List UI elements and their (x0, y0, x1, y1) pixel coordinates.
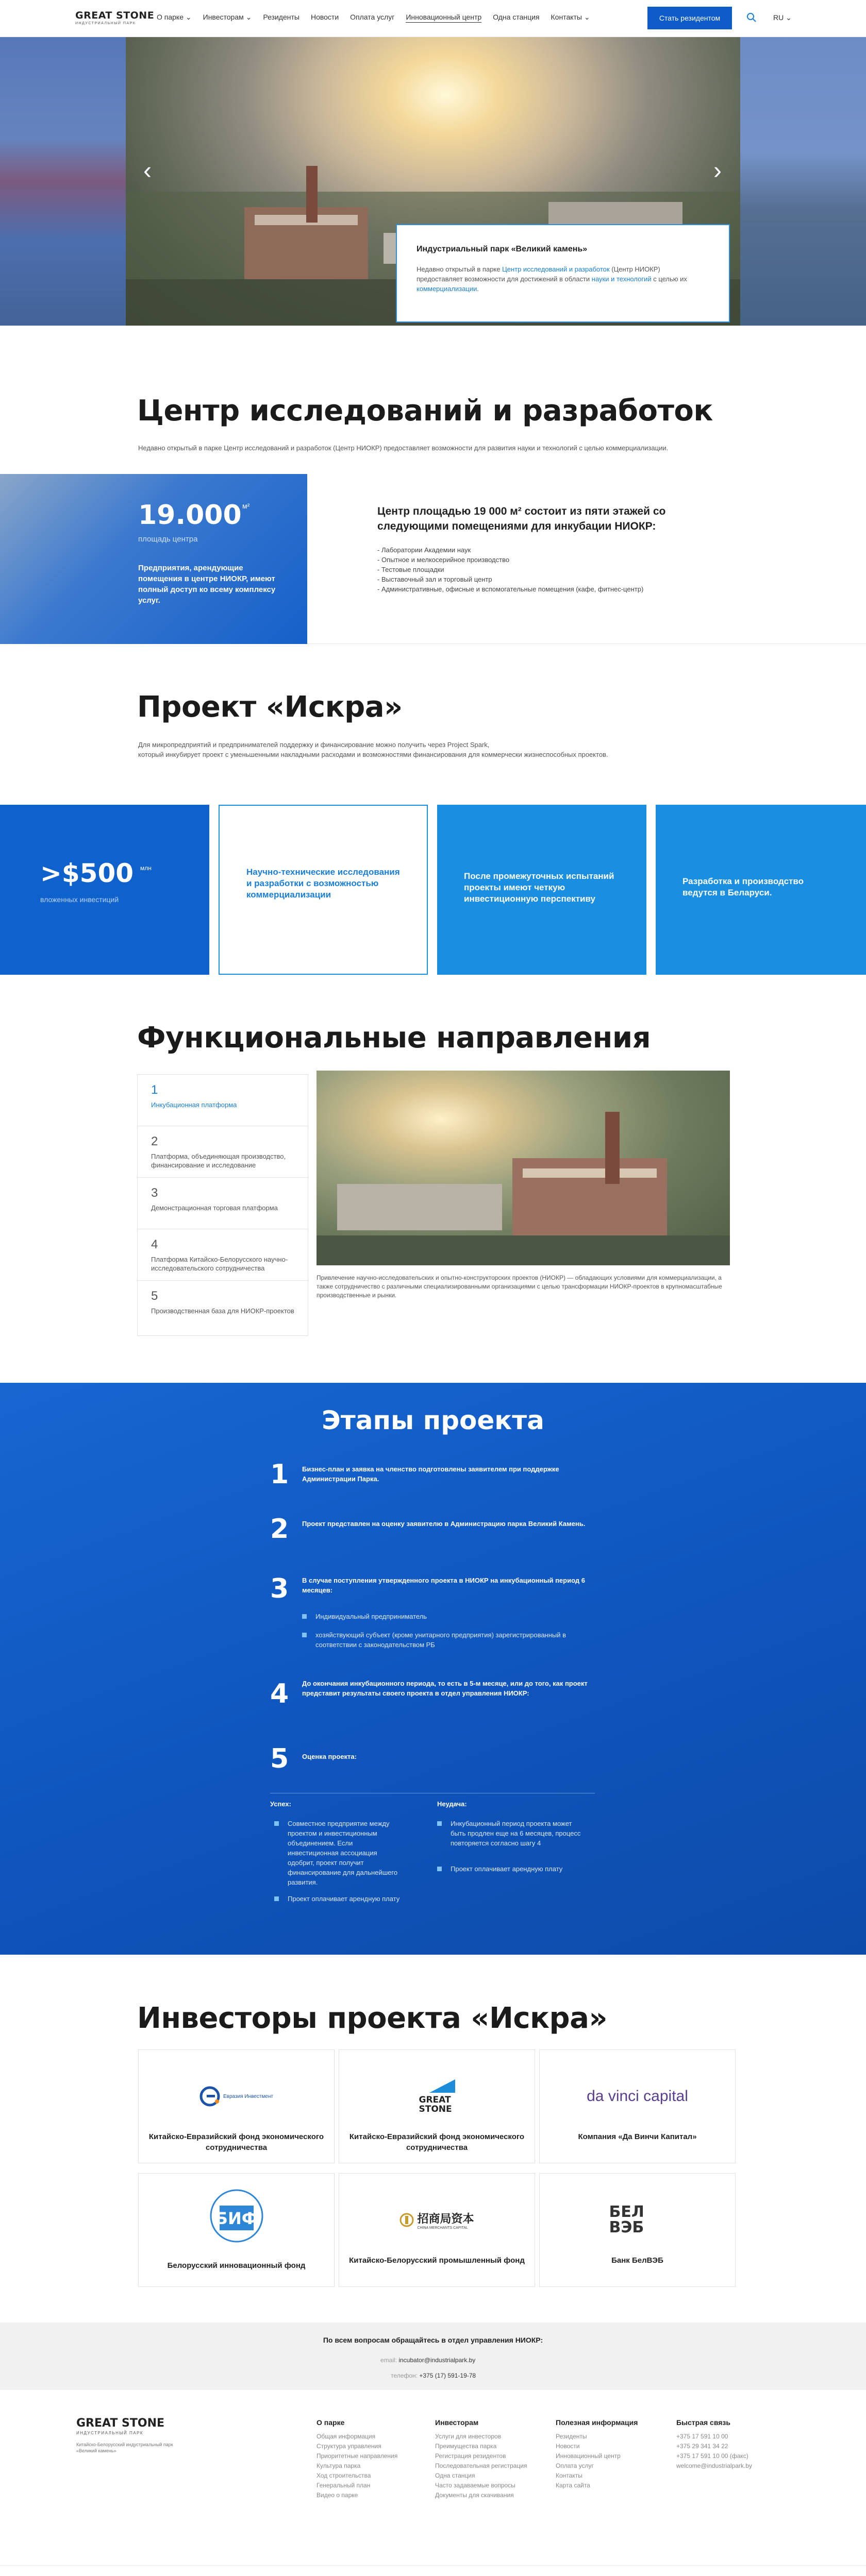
footer-link[interactable]: Одна станция (435, 2472, 475, 2479)
footer-link[interactable]: Карта сайта (556, 2482, 590, 2489)
contact-band (0, 2323, 866, 2390)
investments-value: >$500 (40, 858, 134, 888)
tab-trade-platform[interactable]: 3 Демонстрационная торговая платформа (138, 1178, 308, 1229)
site-footer (0, 2390, 866, 2576)
investor-card (339, 2173, 535, 2287)
bif-logo (139, 2184, 334, 2246)
investor-name: Китайско-Евразийский фонд экономического сотрудничества (349, 2132, 525, 2152)
rooms-item: - Административные, офисные и вспомогательные помещения (кафе, фитнес-центр) (377, 585, 644, 593)
stat-unit: м² (242, 502, 250, 510)
footer-link[interactable]: Оплата услуг (556, 2462, 594, 2469)
tab-production-base[interactable]: 5 Производственная база для НИОКР-проектов (151, 1289, 294, 1315)
chevron-left-icon[interactable]: ‹ (143, 157, 152, 184)
contact-phone-link[interactable]: +375 (17) 591-19-78 (419, 2372, 476, 2379)
footer-link[interactable]: Инновационный центр (556, 2452, 621, 2460)
stat-value: 19.000 (138, 500, 242, 531)
investor-name: Банк БелВЭБ (611, 2256, 663, 2265)
functional-caption: Привлечение научно-исследовательских и опытно-конструкторских проектов (НИОКР) — обладающих условиями для коммерциализации, а также сотрудничество с различными специализированными организациями с целью трансформации НИОКР-проектов в крупномасштабные производственные и рынки. (317, 1274, 722, 1299)
main-nav (157, 13, 602, 23)
rooms-item: - Выставочный зал и торговый центр (377, 575, 492, 583)
stage3-bullet: хозяйствующий субъект (кроме унитарного предприятия) зарегистрированный в соответствии с законодательством РБ (302, 1630, 591, 1650)
contact-email-link[interactable]: incubator@industrialpark.by (398, 2357, 476, 2364)
success-label: Успех: (270, 1800, 291, 1808)
footer-link[interactable]: Общая информация (317, 2433, 376, 2440)
center-stat-box (0, 474, 307, 644)
hero-next-slide-image (740, 37, 866, 326)
footer-link[interactable]: Регистрация резидентов (435, 2452, 506, 2460)
great-stone-logo: GREAT STONE (339, 2076, 535, 2117)
fail-bullet: Проект оплачивает арендную плату (437, 1864, 581, 1874)
iskra-subtitle: Для микропредприятий и предпринимателей поддержку и финансирование можно получить через Project Spark, который инкубирует проект с уменьшенными накладными расходами и возможностями финансирования для коммерчески жизнеспособных проектов. (138, 741, 608, 758)
iskra-card-text: Разработка и производство ведутся в Беларуси. (682, 876, 804, 897)
footer-col-about: О парке Общая информация Структура управления Приоритетные направления Культура парка Ход строительства Генеральный план Видео о парке (317, 2418, 397, 2500)
footer-link[interactable]: Культура парка (317, 2462, 361, 2469)
functional-image (317, 1071, 730, 1265)
contact-phone-row: телефон: +375 (17) 591-19-78 (391, 2372, 476, 2379)
nav-residents[interactable]: Резиденты (263, 13, 299, 21)
belveb-logo: БЕЛ ВЭБ (609, 2203, 644, 2236)
iskra-card-belarus (656, 805, 866, 975)
nav-investors[interactable]: Инвесторам ⌄ (203, 13, 252, 21)
footer-col-investors: Инвесторам Услуги для инвесторов Преимущества парка Регистрация резидентов Последовательная регистрация Одна станция Часто задаваемые вопросы Документы для скачивания (435, 2418, 527, 2500)
footer-link[interactable]: Контакты (556, 2472, 582, 2479)
center-subtitle: Недавно открытый в парке Центр исследований и разработок (Центр НИОКР) предоставляет возможности для развития науки и технологий с целью коммерциализации. (138, 444, 669, 452)
footer-phone[interactable]: +375 17 591 10 00 (676, 2433, 728, 2440)
chevron-right-icon[interactable]: › (713, 157, 722, 184)
hero-prev-slide-image (0, 37, 126, 326)
investor-card (138, 2173, 335, 2287)
search-icon[interactable] (745, 11, 758, 24)
rooms-list (377, 545, 643, 594)
footer-logo[interactable]: GREAT STONE ИНДУСТРИАЛЬНЫЙ ПАРК Китайско-Белорусский индустриальный парк «Великий камень» (76, 2417, 173, 2453)
rooms-item: - Лаборатории Академии наук (377, 546, 471, 554)
stat-description: Предприятия, арендующие помещения в центре НИОКР, имеют полный доступ ко всему комплексу услуг. (138, 564, 276, 605)
iskra-card-research (219, 805, 428, 975)
iskra-card-text: После промежуточных испытаний проекты имеют четкую инвестиционную перспективу (464, 871, 614, 904)
fail-bullet: Инкубационный период проекта может быть продлен еще на 6 месяцев, процесс повторяется согласно шагу 4 (437, 1819, 581, 1848)
footer-link[interactable]: Преимущества парка (435, 2443, 497, 2450)
footer-phone[interactable]: +375 29 341 34 22 (676, 2443, 728, 2450)
footer-link[interactable]: Документы для скачивания (435, 2492, 514, 2499)
functional-tabs (137, 1074, 308, 1336)
center-rooms-panel (307, 474, 866, 644)
site-header (0, 0, 866, 37)
nav-payment[interactable]: Оплата услуг (350, 13, 395, 21)
svg-text:БИФ: БИФ (215, 2209, 258, 2228)
investors-title: Инвесторы проекта «Искра» (137, 2002, 608, 2035)
logo-title: GREAT STONE (75, 10, 155, 21)
iskra-card-tests (437, 805, 646, 975)
footer-link[interactable]: Структура управления (317, 2443, 381, 2450)
footer-bottom-bar (0, 2565, 866, 2576)
iskra-card-text: Научно-технические исследования и разработки с возможностью коммерциализации (246, 867, 400, 900)
footer-link[interactable]: Часто задаваемые вопросы (435, 2482, 515, 2489)
stat-caption: площадь центра (138, 535, 198, 544)
success-bullet: Проект оплачивает арендную плату (274, 1894, 403, 1904)
investor-name: Компания «Да Винчи Капитал» (578, 2132, 697, 2141)
functional-title: Функциональные направления (137, 1021, 651, 1055)
stages-section: Этапы проекта 1 Бизнес-план и заявка на членство подготовлены заявителем при поддержке Администрации Парка. 2 Проект представлен на оценку заявителю в Администрацию парка Великий Камень. 3 В случае поступления утвержденного проекта в НИОКР на инкубационный период 6 месяцев: Индивидуальный предприниматель хозяйствующий субъект (кроме унитарного предприятия) зарегистрированный в соответствии с законодательством РБ 4 До окончания инкубационного периода, то есть в 5-м месяце, или до того, как проект представит результаты своего проекта в отдел управления НИОКР: 5 Оценка проекта: Успех: Совместное предприятие между проектом и инвестиционным объединением. Если инвестиционная ассоциация одобрит, проект получит финансирование для дальнейшего развития. Проект оплачивает арендную плату Неудача: Инкубационный период проекта может быть продлен еще на 6 месяцев, процесс повторяется согласно шагу 4 Проект оплачивает арендную плату (0, 1383, 866, 1955)
hero-card-text: Недавно открытый в парке Центр исследований и разработок (Центр НИОКР) предоставляет возможности для достижений в области науки и технологий с целью их коммерциализации. (417, 265, 687, 293)
investments-caption: вложенных инвестиций (40, 895, 119, 904)
nav-one-station[interactable]: Одна станция (493, 13, 540, 21)
investor-name: Китайско-Евразийский фонд экономического сотрудничества (148, 2132, 324, 2152)
tab-cooperation[interactable]: 4 Платформа Китайско-Белорусского научно-исследовательского сотрудничества (138, 1229, 308, 1281)
investor-card (539, 2049, 736, 2163)
become-resident-button[interactable]: Стать резидентом (647, 7, 732, 29)
nav-innovation-center[interactable]: Инновационный центр (406, 13, 481, 23)
hero-info-card (396, 224, 730, 323)
eurasia-logo: Евразия Инвестмент (139, 2076, 334, 2117)
nav-about[interactable]: О парке ⌄ (157, 13, 192, 21)
tab-incubation[interactable]: 1 Инкубационная платформа (138, 1075, 308, 1126)
nav-contacts[interactable]: Контакты ⌄ (551, 13, 590, 21)
investor-name: Китайско-Белорусский промышленный фонд (349, 2256, 525, 2265)
contact-title: По всем вопросам обращайтесь в отдел управления НИОКР: (323, 2336, 543, 2344)
stage3-bullet: Индивидуальный предприниматель (302, 1612, 591, 1621)
hero-card-title: Индустриальный парк «Великий камень» (417, 245, 588, 253)
link-research-center[interactable]: Центр исследований и разработок (502, 265, 610, 273)
iskra-title: Проект «Искра» (137, 690, 403, 724)
footer-link[interactable]: Резиденты (556, 2433, 587, 2440)
footer-link[interactable]: Видео о парке (317, 2492, 358, 2499)
rooms-item: - Опытное и мелкосерийное производство (377, 556, 510, 564)
footer-link[interactable]: Ход строительства (317, 2472, 371, 2479)
footer-email[interactable]: welcome@industrialpark.by (676, 2462, 752, 2469)
site-logo[interactable] (75, 10, 154, 25)
link-commercialization[interactable]: коммерциализации (417, 285, 477, 293)
nav-news[interactable]: Новости (310, 13, 339, 21)
contact-email-row: email: incubator@industrialpark.by (380, 2357, 476, 2364)
stages-title: Этапы проекта (322, 1405, 544, 1435)
fail-label: Неудача: (437, 1800, 467, 1808)
iskra-card-investments (0, 805, 209, 975)
investor-name: Белорусский инновационный фонд (167, 2261, 306, 2270)
cmc-logo: 招商局资本 CHINA MERCHANTS CAPITAL (339, 2199, 535, 2241)
footer-link[interactable]: Генеральный план (317, 2482, 371, 2489)
investor-card (539, 2173, 736, 2287)
footer-fax: +375 17 591 10 00 (факс) (676, 2452, 748, 2460)
success-bullet: Совместное предприятие между проектом и инвестиционным объединением. Если инвестиционная ассоциация одобрит, проект получит финансирование для дальнейшего развития. (274, 1819, 403, 1887)
footer-link[interactable]: Приоритетные направления (317, 2452, 398, 2460)
footer-col-contacts: Быстрая связь +375 17 591 10 00 +375 29 341 34 22 +375 17 591 10 00 (факс) welcome@industrialpark.by (676, 2418, 752, 2471)
tab-production-finance[interactable]: 2 Платформа, объединяющая производство, финансирование и исследование (138, 1126, 308, 1178)
center-title: Центр исследований и разработок (137, 394, 713, 428)
footer-col-useful: Полезная информация Резиденты Новости Инновационный центр Оплата услуг Контакты Карта сайта (556, 2418, 638, 2490)
footer-link[interactable]: Услуги для инвесторов (435, 2433, 502, 2440)
link-science[interactable]: науки и технологий (591, 275, 652, 283)
investments-unit: млн (140, 865, 152, 872)
da-vinci-logo: da vinci capital (587, 2088, 688, 2105)
logo-subtitle: ИНДУСТРИАЛЬНЫЙ ПАРК (75, 22, 136, 25)
rooms-title: Центр площадью 19 000 м² состоит из пяти этажей со следующими помещениями для инкубации НИОКР: (377, 505, 666, 532)
rooms-item: - Тестовые площадки (377, 566, 444, 573)
footer-link[interactable]: Последовательная регистрация (435, 2462, 527, 2469)
language-selector[interactable]: RU ⌄ (773, 13, 792, 22)
footer-link[interactable]: Новости (556, 2443, 580, 2450)
investor-card (138, 2049, 335, 2163)
investor-card (339, 2049, 535, 2163)
